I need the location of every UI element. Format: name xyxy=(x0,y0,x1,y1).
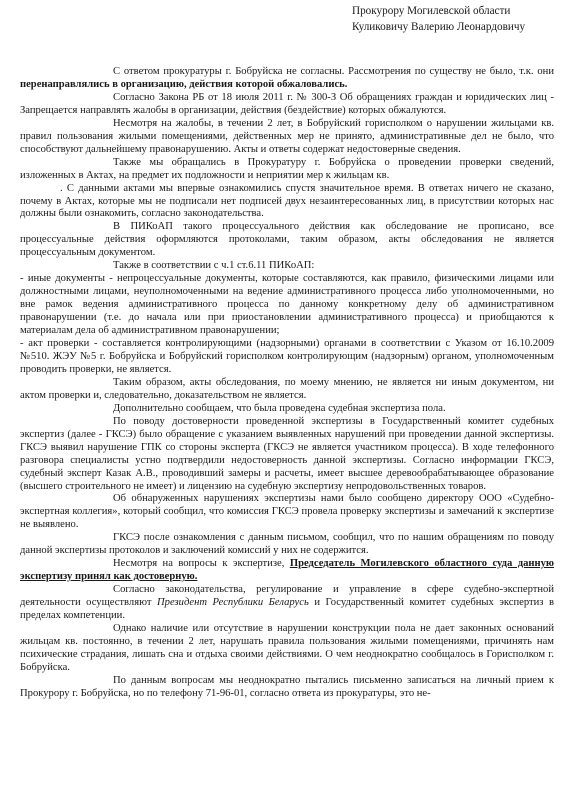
paragraph-14: ГКСЭ после ознакомления с данным письмом, сообщил, что по нашим обращениям по поводу данной экспертизы протоколов и заключений комиссий у них не содержится. xyxy=(20,532,554,557)
paragraph-16-text-a: Согласно законодательства, регулирование и управление в сфере судебно-экспертной деятельности осуществляют xyxy=(20,584,554,609)
paragraph-1-text: С ответом прокуратуры г. Бобруйска не согласны. Рассмотрения по существу не было, т.к. они xyxy=(113,66,554,77)
letter-body xyxy=(20,66,554,701)
paragraph-13: Об обнаруженных нарушениях экспертизы нами было сообщено директору ООО «Судебно-экспертная коллегия», который сообщил, что комиссия ГКСЭ провела проверку экспертизы и замечаний к экспертизе не выявлено. xyxy=(20,493,554,531)
paragraph-1 xyxy=(20,66,554,92)
paragraph-16 xyxy=(20,584,554,623)
paragraph-15-text: Несмотря на вопросы к экспертизе, xyxy=(113,558,290,570)
paragraph-16-italic: Президент Республики Беларусь xyxy=(157,597,309,609)
paragraph-16-text-c: и Государственный комитет судебных экспертиз в пределах компетенции. xyxy=(20,597,554,622)
paragraph-12: По поводу достоверности проведенной экспертизы в Государственный комитет судебных экспертиз (далее - ГКСЭ) было обращение с указанием выявленных нарушений при проведении данной экспертизы. ГКСЭ выявил нарушение ГПК со стороны эксперта (ГКСЭ не является участником процесса). В ходе телефонного разговора специалисты устно подтвердили недостоверность данной экспертизы. Согласно информации ГКСЭ, судебный эксперт Казак А.В., проводивший замеры и расчеты, имеет высшее деревообрабатывающее образование (высшего строительного не имеет) и лицензию на судебную экспертизу непродовольственных товаров. xyxy=(20,415,554,492)
paragraph-18: По данным вопросам мы неоднократно пытались письменно записаться на личный прием к Прокурору г. Бобруйска, но по телефону 71-96-01, согласно ответа из прокуратуры, это не- xyxy=(20,674,554,699)
paragraph-15 xyxy=(20,558,554,584)
paragraph-11: Дополнительно сообщаем, что была проведена судебная экспертиза пола. xyxy=(113,402,446,414)
paragraph-15-bold: Председатель Могилевского областного суда данную экспертизу принял как достоверную. xyxy=(20,558,555,583)
addressee-line-2: Куликовичу Валерию Леонардовичу xyxy=(352,21,526,33)
paragraph-1-bold: перенаправлялись в организацию, действия которой обжаловались. xyxy=(20,78,348,90)
paragraph-2: Согласно Закона РБ от 18 июля 2011 г. № 300-З Об обращениях граждан и юридических лиц - Запрещается направлять жалобы в организации, действия (бездействие) которых обжалуются. xyxy=(20,91,554,116)
paragraph-6: В ПИКоАП такого процессуального действия как обследование не прописано, все процессуальные действия оформляются протоколами, таким образом, акты обследования не является процессуальным документом. xyxy=(20,221,554,259)
paragraph-17: Однако наличие или отсутствие в нарушении конструкции пола не дает законных оснований жильцам кв. постоянно, в течении 2 лет, нарушать правила пользования жилыми помещениями, причинять нам психические страдания, лишать сна и отдыха своими действиями. О чем неоднократно сообщалось в Горисполком г. Бобруйска. xyxy=(20,622,554,673)
paragraph-3: Несмотря на жалобы, в течении 2 лет, в Бобруйский горисполком о нарушении жильцами кв. правил пользования жилыми помещениями, действенных мер не принято, административные дел не было, что способствуют дальнейшему правонарушению. Акты и ответы содержат недостоверные сведения. xyxy=(20,117,554,155)
paragraph-4: Также мы обращались в Прокуратуру г. Бобруйска о проведении проверки сведений, изложенных в Актах, на предмет их подложности и неприятии мер к жильцам кв. xyxy=(20,156,554,181)
addressee-block xyxy=(352,3,525,35)
paragraph-5: . С данными актами мы впервые ознакомились спустя значительное время. В ответах ничего не сказано, почему в Актах, которые мы не подписали нет подписей двух незаинтересованных лиц, в присутствии которых нас должны были ознакомить, согласно законодательства. xyxy=(20,182,554,220)
addressee-line-1: Прокурору Могилевской области xyxy=(352,5,511,17)
paragraph-7: Также в соответствии с ч.1 ст.6.11 ПИКоАП: xyxy=(113,260,315,272)
paragraph-9: - акт проверки - составляется контролирующими (надзорными) органами в соответствии с Указом от 16.10.2009 №510. ЖЭУ №5 г. Бобруйска и Бобруйский горисполком контролирующим (надзорным) органом, уполномоченным проводить проверки, не является. xyxy=(20,338,554,375)
paragraph-8: - иные документы - непроцессуальные документы, которые составляются, как правило, физическими лицами или должностными лицами, неуполномоченными на ведение административного процесса либо уполномоченными, но вне рамок ведения административного процесса по данному конкретному делу об административном правонарушении (т.е. до начала или при приостановлении административного процесса) и приобщаются к материалам дела об административном правонарушении; xyxy=(20,273,554,337)
paragraph-10: Таким образом, акты обследования, по моему мнению, не является ни иным документом, ни актом проверки и, следовательно, доказательством не является. xyxy=(20,376,554,401)
